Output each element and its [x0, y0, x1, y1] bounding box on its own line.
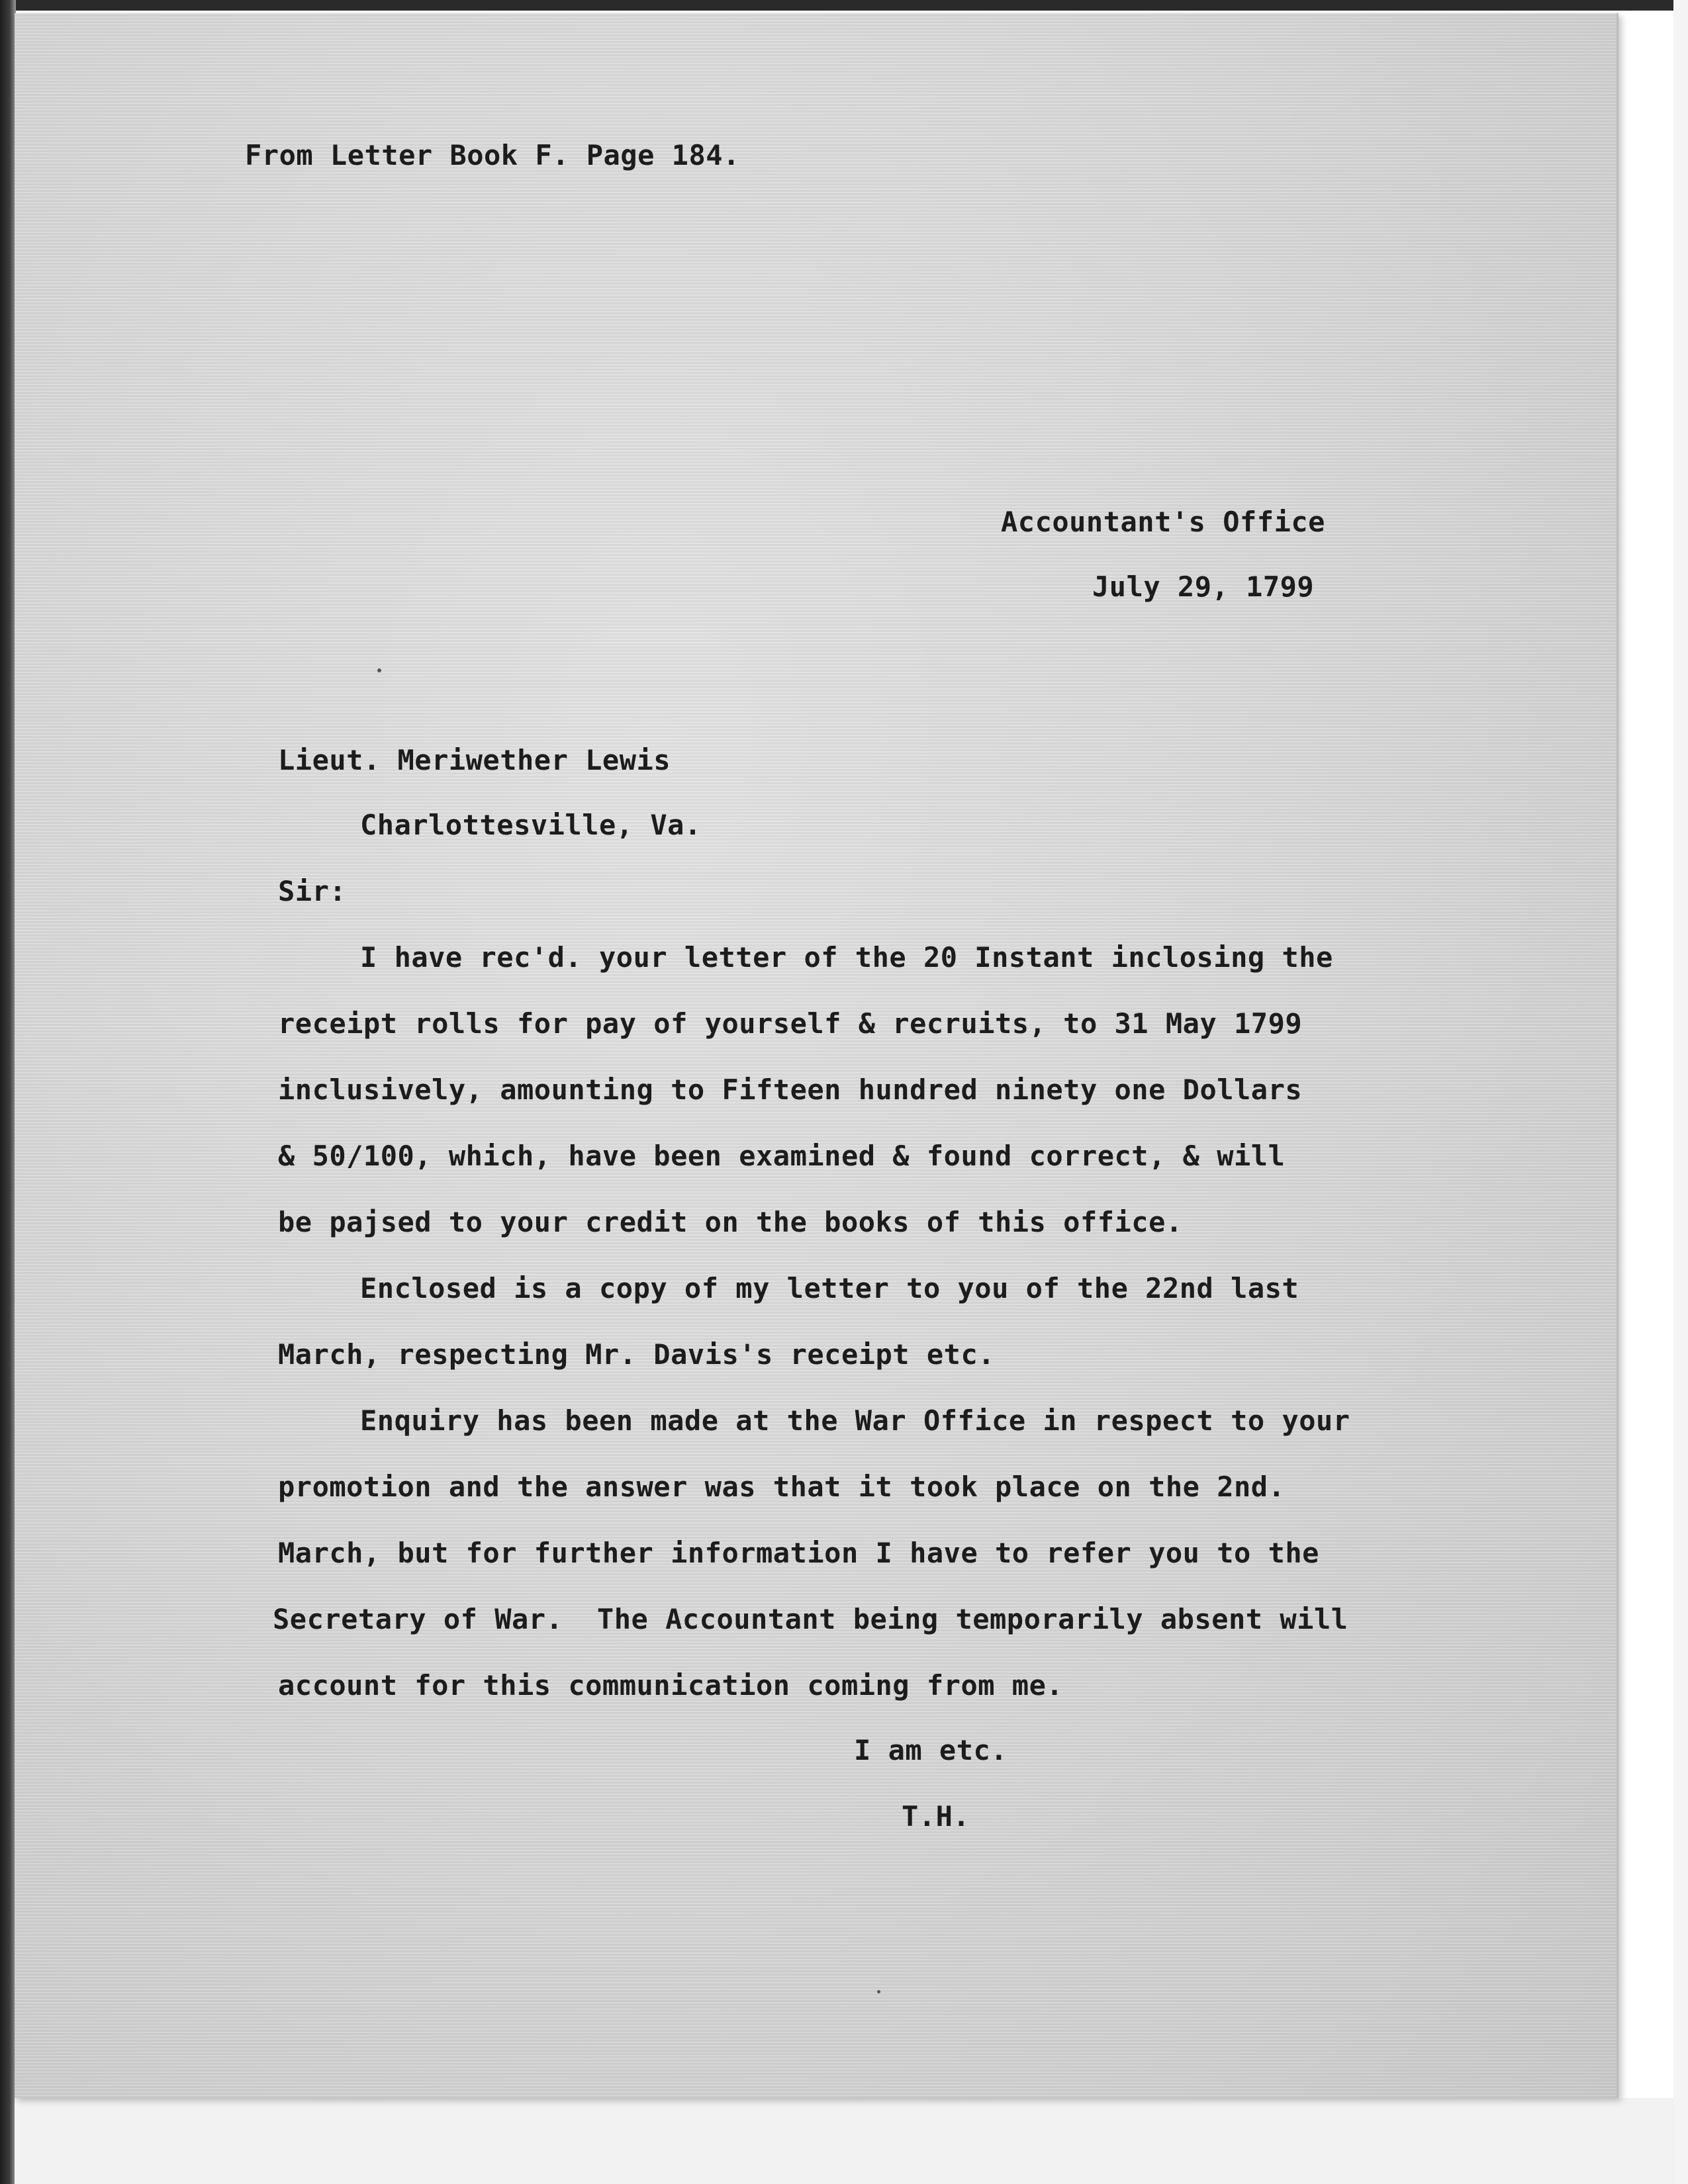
body-line: Secretary of War. The Accountant being temporarily absent will — [273, 1603, 1348, 1635]
body-line: account for this communication coming from me. — [278, 1669, 1064, 1702]
body-line: March, but for further information I have to refer you to the — [278, 1537, 1319, 1569]
scan-edge-left — [0, 0, 16, 2184]
body-line: Enclosed is a copy of my letter to you of the 22nd last — [360, 1272, 1299, 1304]
scan-margin-bottom — [15, 2098, 1673, 2184]
body-line: March, respecting Mr. Davis's receipt etc. — [278, 1338, 996, 1371]
body-line: inclusively, amounting to Fifteen hundred ninety one Dollars — [278, 1073, 1303, 1106]
signature: T.H. — [902, 1800, 970, 1833]
letter-sheet — [15, 13, 1618, 2098]
body-line: & 50/100, which, have been examined & found correct, & will — [278, 1140, 1286, 1172]
recipient-location: Charlottesville, Va. — [360, 809, 702, 841]
scan-edge-top — [0, 0, 1688, 11]
scan-edge-right — [1673, 0, 1688, 2184]
source-reference: From Letter Book F. Page 184. — [245, 139, 740, 171]
letter-date: July 29, 1799 — [1092, 570, 1315, 603]
body-line: I have rec'd. your letter of the 20 Instant inclosing the — [360, 941, 1333, 974]
body-line: promotion and the answer was that it took place on the 2nd. — [278, 1471, 1286, 1503]
recipient-name: Lieut. Meriwether Lewis — [278, 744, 671, 776]
body-line: receipt rolls for pay of yourself & recruits, to 31 May 1799 — [278, 1007, 1303, 1040]
paper-speck — [877, 1990, 880, 1993]
body-line: Enquiry has been made at the War Office in respect to your — [360, 1404, 1350, 1437]
office-name: Accountant's Office — [1001, 506, 1325, 538]
body-line: be pajsed to your credit on the books of this office. — [278, 1206, 1183, 1238]
paper-speck — [377, 668, 381, 672]
closing: I am etc. — [854, 1734, 1008, 1766]
salutation: Sir: — [278, 875, 347, 907]
